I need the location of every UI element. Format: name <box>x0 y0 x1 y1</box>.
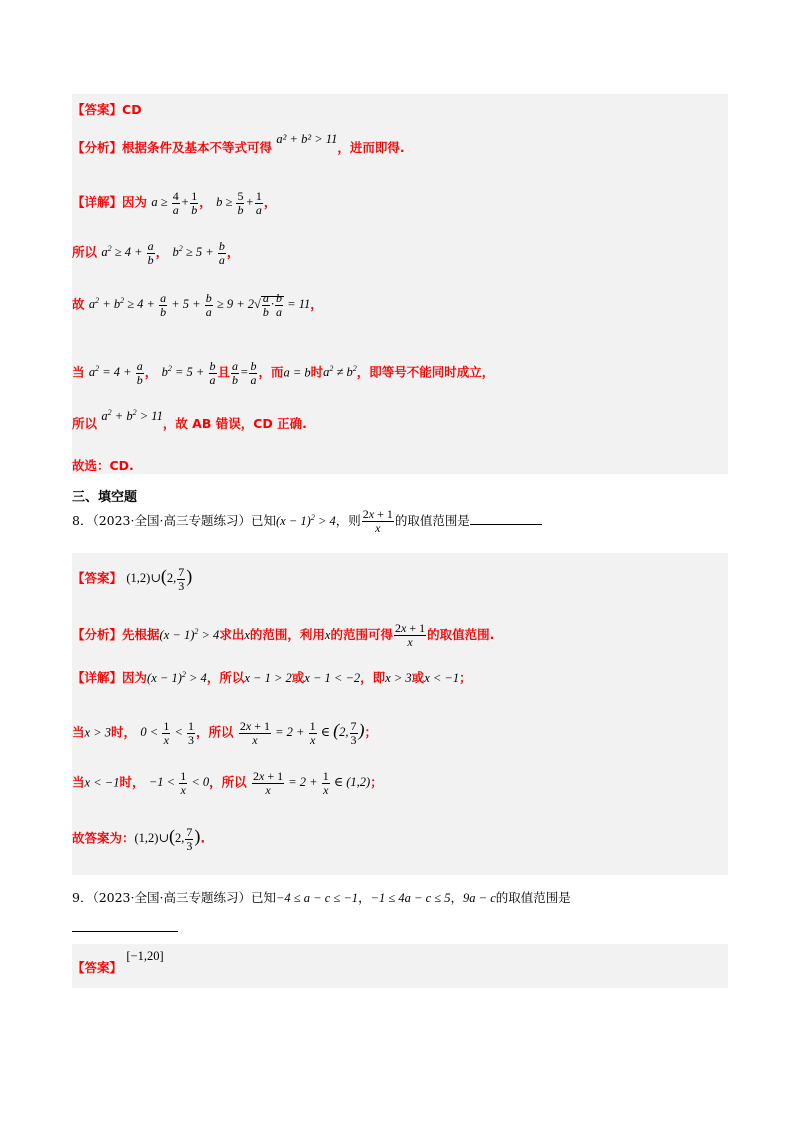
q8-detail-line-1: 【详解】因为$(x - 1)^2 > 4$，所以x − 1 > 2或x − 1 < −2，即x > 3或x < −1； <box>72 669 472 685</box>
answer-value: CD <box>122 102 142 117</box>
q8-answer-line: 【答案】 (1,2)∪(2, $\frac{7}{3}$ ) <box>72 565 193 593</box>
math-a2-ge: $a^2 \ge 4$ + $\frac{a}{b}$ <box>101 239 154 267</box>
fraction: $\frac{2x + 1}{x}$ <box>362 507 393 535</box>
math-b-ge: b ≥ $\frac{5}{b}$ + $\frac{1}{a}$ <box>216 189 262 217</box>
q8-case-1: 当x > 3时， 0 < $\frac{1}{x}$ < $\frac{1}{3}$ ，所以 $\frac{2x + 1}{x}$ = 2 + $\frac{1}{x}$ ∈ (2, $\frac{7}{3}$ )； <box>72 719 378 747</box>
analysis-label: 【分析】 <box>72 627 123 642</box>
q7-analysis-line: 【分析】根据条件及基本不等式可得 a² + b² > 11，进而即得. <box>72 132 405 155</box>
q8-stem: 8．（2023·全国·高三专题练习）已知$(x - 1)^2 > 4$，则 $\frac{2x + 1}{x}$ 的取值范围是 <box>72 508 542 535</box>
q8-analysis-line: 【分析】先根据$(x - 1)^2 > 4$求出x的范围，利用x的范围可得 $\frac{2x + 1}{x}$ 的取值范围. <box>72 621 495 649</box>
detail-label: 【详解】 <box>72 670 123 685</box>
q8-case-2: 当x < −1时， −1 < $\frac{1}{x}$ < 0，所以 $\frac{2x + 1}{x}$ = 2 + $\frac{1}{x}$ ∈ (1,2)； <box>72 769 383 797</box>
section-heading: 三、填空题 <box>72 490 138 505</box>
q7-detail-line-1: 【详解】因为 a ≥ $\frac{4}{a}$ + $\frac{1}{b}$ ， b ≥ $\frac{5}{b}$ + $\frac{1}{a}$ ， <box>72 189 277 217</box>
answer-blank <box>470 512 542 525</box>
q7-detail-line-3: 故 $a^2 + b^2 \ge 4$ + $\frac{a}{b}$ + 5 + $\frac{b}{a}$ ≥ 9 + 2√ $\frac{a}{b}$ · $\frac{b}{a}$ = 11， <box>72 291 323 319</box>
q9-stem: 9．（2023·全国·高三专题练习）已知−4 ≤ a − c ≤ −1，−1 ≤ 4a − c ≤ 5，9a − c的取值范围是 <box>72 890 571 905</box>
q7-final-choice: 故选：CD. <box>72 458 134 473</box>
answer-blank <box>72 931 178 932</box>
math-sum-ineq: $a^2 + b^2 \ge 4$ + $\frac{a}{b}$ + 5 + $\frac{b}{a}$ ≥ 9 + 2√ $\frac{a}{b}$ · $\frac{b}{a}$ = 11 <box>88 291 311 319</box>
q7-detail-line-4: 当 $a^2 = 4$ + $\frac{a}{b}$ ， $b^2 = 5$ + $\frac{b}{a}$ 且 $\frac{a}{b}$ = $\frac{b}{a}$ ，而a = b时$a^2 \ne b^2$，即等号不能同时成立， <box>72 359 495 387</box>
q8-final-answer: 故答案为：(1,2)∪(2, $\frac{7}{3}$ ). <box>72 825 206 853</box>
q7-detail-line-5: 所以 $a^2 + b^2 > 11$，故 AB 错误，CD 正确. <box>72 407 307 431</box>
math-expression: a² + b² > 11 <box>276 132 338 146</box>
math-b2-ge: $b^2 \ge 5$ + $\frac{b}{a}$ <box>172 239 225 267</box>
detail-label: 【详解】 <box>72 194 123 210</box>
analysis-label: 【分析】 <box>72 140 123 155</box>
answer-label: 【答案】 <box>72 960 123 975</box>
q7-answer-line <box>72 100 142 118</box>
q9-solution-box <box>72 944 728 988</box>
math-a-ge: a ≥ $\frac{4}{a}$ + $\frac{1}{b}$ <box>151 189 198 217</box>
answer-label: 【答案】 <box>72 102 123 117</box>
q7-detail-line-2: 所以 $a^2 \ge 4$ + $\frac{a}{b}$ ， $b^2 \ge 5$ + $\frac{b}{a}$ ， <box>72 239 240 267</box>
answer-label: 【答案】 <box>72 570 123 586</box>
answer-value: [−1,20] <box>126 949 164 963</box>
q9-answer-line <box>72 949 164 976</box>
